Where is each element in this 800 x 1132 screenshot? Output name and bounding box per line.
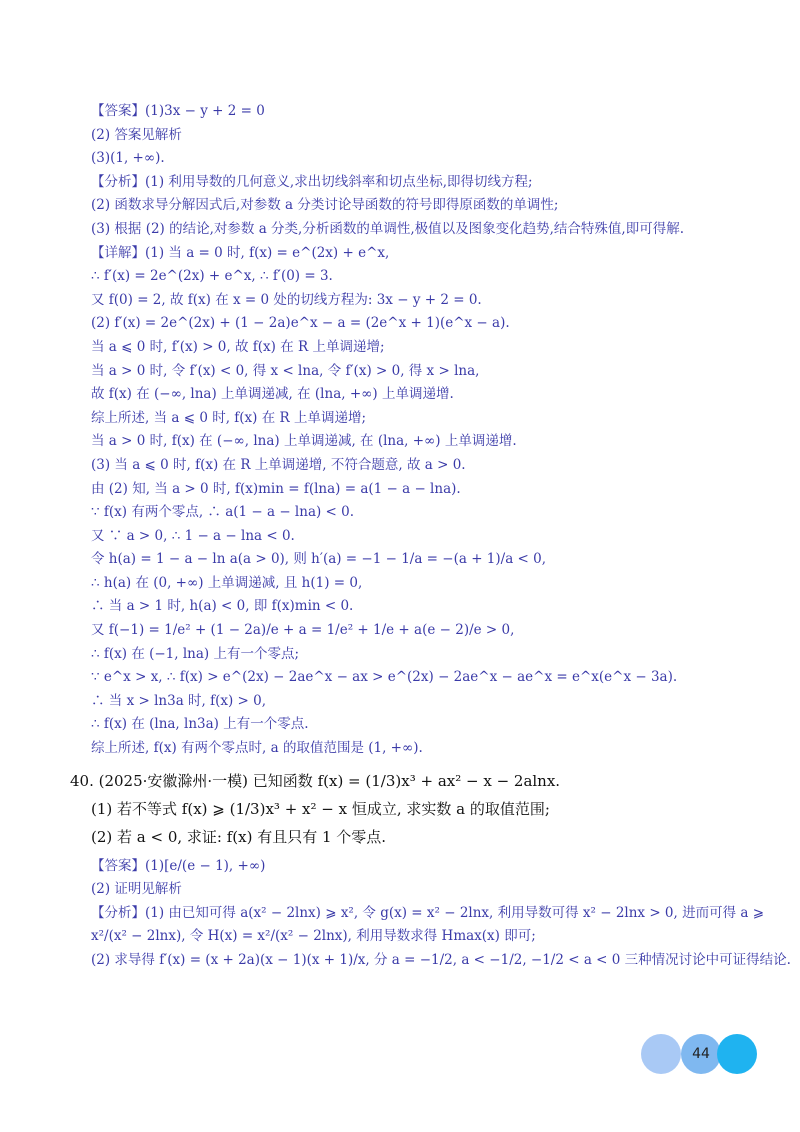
solution-line: ∴ h(a) 在 (0, +∞) 上单调递减, 且 h(1) = 0,	[91, 574, 363, 591]
solution-line: ∵ f(x) 有两个零点, ∴ a(1 − a − lna) < 0.	[91, 504, 355, 521]
solution-line: (2) f′(x) = 2e^(2x) + (1 − 2a)e^x − a = (2e^x + 1)(e^x − a).	[91, 315, 510, 332]
solution-line: 综上所述, f(x) 有两个零点时, a 的取值范围是 (1, +∞).	[91, 740, 423, 757]
analysis-line: 【分析】(1) 由已知可得 a(x² − 2lnx) ⩾ x², 令 g(x) = x² − 2lnx, 利用导数可得 x² − 2lnx > 0, 进而可得 a ⩾	[91, 904, 765, 921]
solution-line: 当 a ⩽ 0 时, f′(x) > 0, 故 f(x) 在 R 上单调递增;	[91, 338, 385, 355]
page-badge-left-circle	[641, 1034, 681, 1074]
solution-line: (3) 当 a ⩽ 0 时, f(x) 在 R 上单调递增, 不符合题意, 故 a > 0.	[91, 456, 466, 473]
solution-line: 又 ∵ a > 0, ∴ 1 − a − lna < 0.	[91, 527, 295, 544]
solution-line: 当 a > 0 时, f(x) 在 (−∞, lna) 上单调递减, 在 (lna, +∞) 上单调递增.	[91, 433, 517, 450]
solution-line: 当 a > 0 时, 令 f′(x) < 0, 得 x < lna, 令 f′(x) > 0, 得 x > lna,	[91, 362, 480, 379]
solution-line: ∵ e^x > x, ∴ f(x) > e^(2x) − 2ae^x − ax > e^(2x) − 2ae^x − ae^x = e^x(e^x − 3a).	[91, 669, 678, 686]
analysis-line: (2) 求导得 f′(x) = (x + 2a)(x − 1)(x + 1)/x, 分 a = −1/2, a < −1/2, −1/2 < a < 0 三种情况讨论中可证得结论.	[91, 952, 791, 968]
page-content	[70, 100, 791, 973]
question-part-2: (2) 若 a < 0, 求证: f(x) 有且只有 1 个零点.	[91, 827, 387, 846]
answer-line: (2) 证明见解析	[91, 881, 182, 898]
solution-line: 综上所述, 当 a ⩽ 0 时, f(x) 在 R 上单调递增;	[91, 409, 367, 426]
solution-line: ∴ f(x) 在 (−1, lna) 上有一个零点;	[91, 645, 300, 662]
solution-line: 又 f(−1) = 1/e² + (1 − 2a)/e + a = 1/e² + 1/e + a(e − 2)/e > 0,	[91, 622, 515, 639]
solution-line: (2) 答案见解析	[91, 126, 182, 143]
solution-line: 又 f(0) = 2, 故 f(x) 在 x = 0 处的切线方程为: 3x − y + 2 = 0.	[91, 291, 482, 308]
solution-line: 【答案】(1)3x − y + 2 = 0	[91, 103, 265, 119]
solution-line: 令 h(a) = 1 − a − ln a(a > 0), 则 h′(a) = −1 − 1/a = −(a + 1)/a < 0,	[91, 551, 547, 568]
page-badge-right-circle	[717, 1034, 757, 1074]
analysis-line: x²/(x² − 2lnx), 令 H(x) = x²/(x² − 2lnx), 利用导数求得 Hmax(x) 即可;	[91, 928, 536, 945]
answer-line: 【答案】(1)[e/(e − 1), +∞)	[91, 857, 266, 874]
solution-line: ∴ f(x) 在 (lna, ln3a) 上有一个零点.	[91, 716, 309, 733]
solution-line: (3) 根据 (2) 的结论,对参数 a 分类,分析函数的单调性,极值以及图象变化趋势,结合特殊值,即可得解.	[91, 220, 684, 237]
solution-line: (2) 函数求导分解因式后,对参数 a 分类讨论导函数的符号即得原函数的单调性;	[91, 197, 559, 214]
solution-line: 故 f(x) 在 (−∞, lna) 上单调递减, 在 (lna, +∞) 上单调递增.	[91, 386, 454, 403]
solution-line: 【分析】(1) 利用导数的几何意义,求出切线斜率和切点坐标,即得切线方程;	[91, 173, 533, 190]
solution-line: 由 (2) 知, 当 a > 0 时, f(x)min = f(lna) = a(1 − a − lna).	[91, 480, 461, 497]
solution-line: 【详解】(1) 当 a = 0 时, f(x) = e^(2x) + e^x,	[91, 244, 390, 261]
question-stem: 40. (2025·安徽滁州·一模) 已知函数 f(x) = (1/3)x³ + ax² − x − 2alnx.	[70, 771, 561, 790]
question-part-1: (1) 若不等式 f(x) ⩾ (1/3)x³ + x² − x 恒成立, 求实数 a 的取值范围;	[91, 799, 550, 818]
solution-line: ∴ 当 a > 1 时, h(a) < 0, 即 f(x)min < 0.	[91, 598, 354, 615]
solution-line: (3)(1, +∞).	[91, 150, 165, 167]
solution-line: ∴ f′(x) = 2e^(2x) + e^x, ∴ f′(0) = 3.	[91, 268, 333, 285]
page-number: 44	[692, 1046, 710, 1062]
solution-line: ∴ 当 x > ln3a 时, f(x) > 0,	[91, 692, 267, 709]
